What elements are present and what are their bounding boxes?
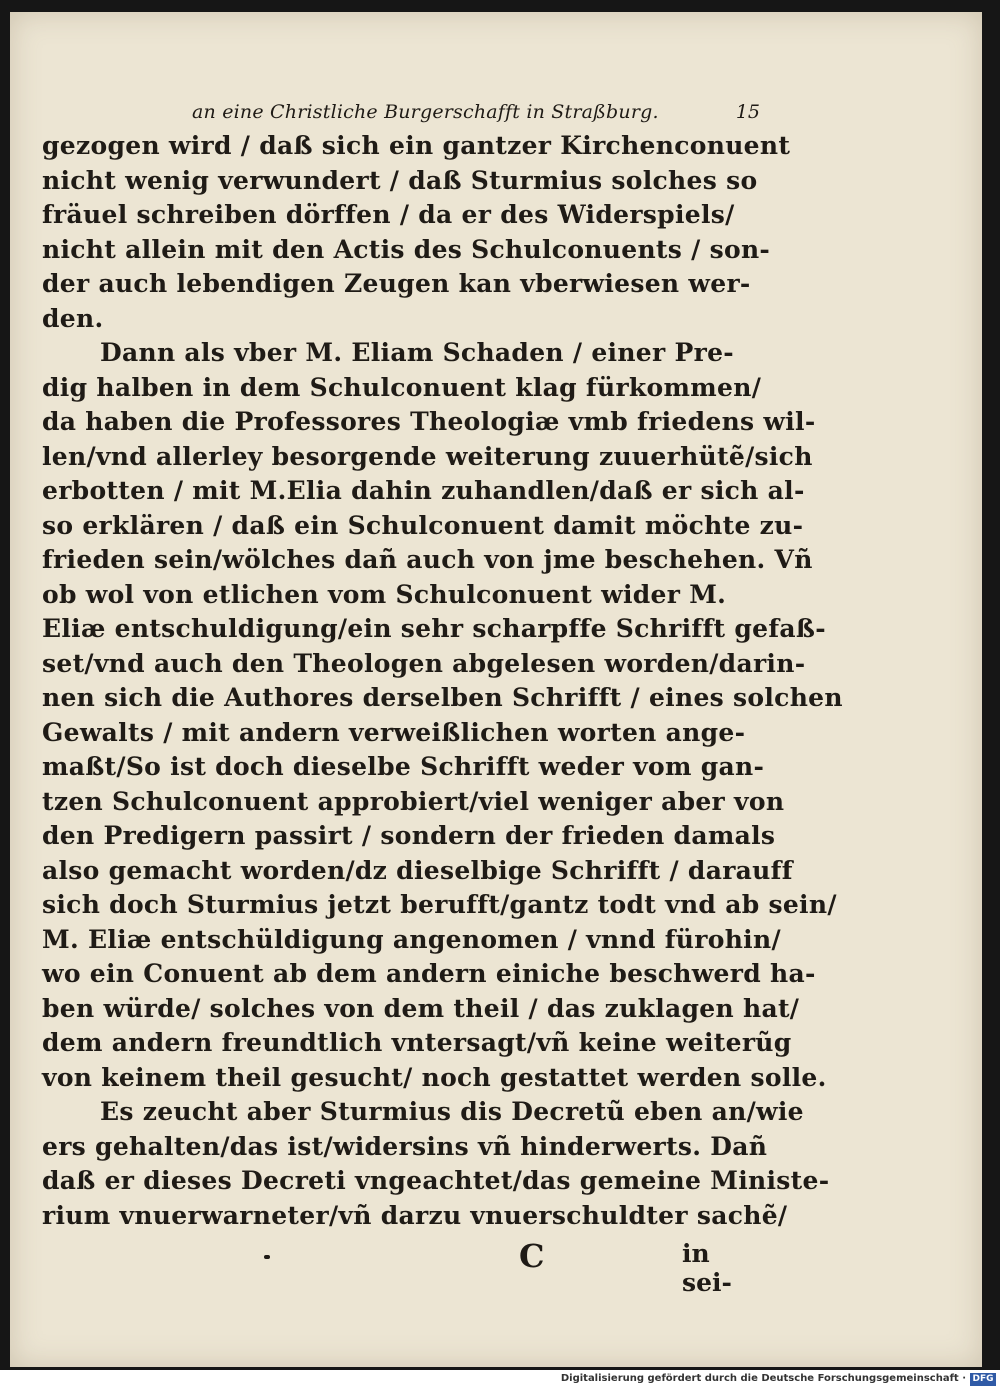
text-line: nicht allein mit den Actis des Schulconuents / son-	[42, 234, 771, 264]
text-line: da haben die Professores Theologiæ vmb friedens wil-	[42, 407, 816, 436]
text-line: len/vnd allerley besorgende weiterung zuuerhütẽ/sich	[42, 441, 813, 471]
text-line: dem andern freundtlich vntersagt/vñ keine weiterũg	[42, 1028, 792, 1057]
text-block	[42, 97, 843, 1297]
footer-credit: Digitalisierung gefördert durch die Deutsche Forschungsgemeinschaft ·	[560, 1373, 966, 1384]
text-line: gezogen wird / daß sich ein gantzer Kirchenconuent	[42, 131, 791, 160]
text-line: den.	[42, 303, 104, 333]
text-line: ers gehalten/das ist/widersins vñ hinderwerts. Dañ	[42, 1131, 768, 1161]
text-line: so erklären / daß ein Schulconuent damit möchte zu-	[42, 510, 804, 540]
text-line: M. Eliæ entschüldigung angenomen / vnnd fürohin/	[42, 924, 781, 954]
text-line: set/vnd auch den Theologen abgelesen worden/darin-	[42, 648, 806, 678]
text-line: ben würde/ solches von dem theil / das zuklagen hat/	[42, 993, 800, 1023]
text-line: daß er dieses Decreti vngeachtet/das gemeine Ministe-	[42, 1166, 830, 1195]
text-line: also gemacht worden/dz dieselbige Schrifft / darauff	[42, 855, 793, 885]
text-line: tzen Schulconuent approbiert/viel weniger aber von	[42, 786, 785, 816]
text-line: der auch lebendigen Zeugen kan vberwiesen wer-	[42, 269, 751, 298]
dfg-logo: DFG	[970, 1373, 996, 1386]
signature-line	[42, 1233, 760, 1297]
text-line: ob wol von etlichen vom Schulconuent wider M.	[42, 579, 727, 609]
signature-mark: C	[519, 1237, 545, 1275]
text-line: Gewalts / mit andern verweißlichen worten ange-	[42, 717, 746, 747]
running-head-title: an eine Christliche Burgerschafft in Straßburg.	[192, 101, 659, 123]
text-line: nen sich die Authores derselben Schrifft / eines solchen	[42, 683, 843, 712]
ink-speck	[264, 1255, 270, 1259]
text-line: dig halben in dem Schulconuent klag fürkommen/	[42, 372, 762, 402]
text-line: von keinem theil gesucht/ noch gestattet werden solle.	[42, 1062, 827, 1092]
text-line: erbotten / mit M.Elia dahin zuhandlen/daß er sich al-	[42, 476, 805, 505]
paragraph-start-line: Es zeucht aber Sturmius dis Decretũ eben an/wie	[100, 1097, 804, 1126]
text-line: sich doch Sturmius jetzt berufft/gantz todt vnd ab sein/	[42, 890, 837, 919]
catchword: in sei-	[682, 1239, 732, 1297]
text-line: Eliæ entschuldigung/ein sehr scharpffe Schrifft gefaß-	[42, 614, 826, 643]
running-head	[42, 97, 760, 129]
text-line: fräuel schreiben dörffen / da er des Widerspiels/	[42, 200, 735, 229]
book-page	[10, 12, 982, 1367]
text-line: nicht wenig verwundert / daß Sturmius solches so	[42, 165, 758, 195]
page-number: 15	[735, 101, 760, 123]
footer-bar	[0, 1370, 1000, 1389]
text-line: frieden sein/wölches dañ auch von jme beschehen. Vñ	[42, 545, 813, 574]
text-line: rium vnuerwarneter/vñ darzu vnuerschuldter sachẽ/	[42, 1200, 788, 1230]
text-line: wo ein Conuent ab dem andern einiche beschwerd ha-	[42, 959, 816, 988]
text-line: maßt/So ist doch dieselbe Schrifft weder vom gan-	[42, 752, 765, 781]
text-line: den Predigern passirt / sondern der frieden damals	[42, 821, 776, 850]
paragraph-start-line: Dann als vber M. Eliam Schaden / einer Pre-	[100, 338, 734, 367]
